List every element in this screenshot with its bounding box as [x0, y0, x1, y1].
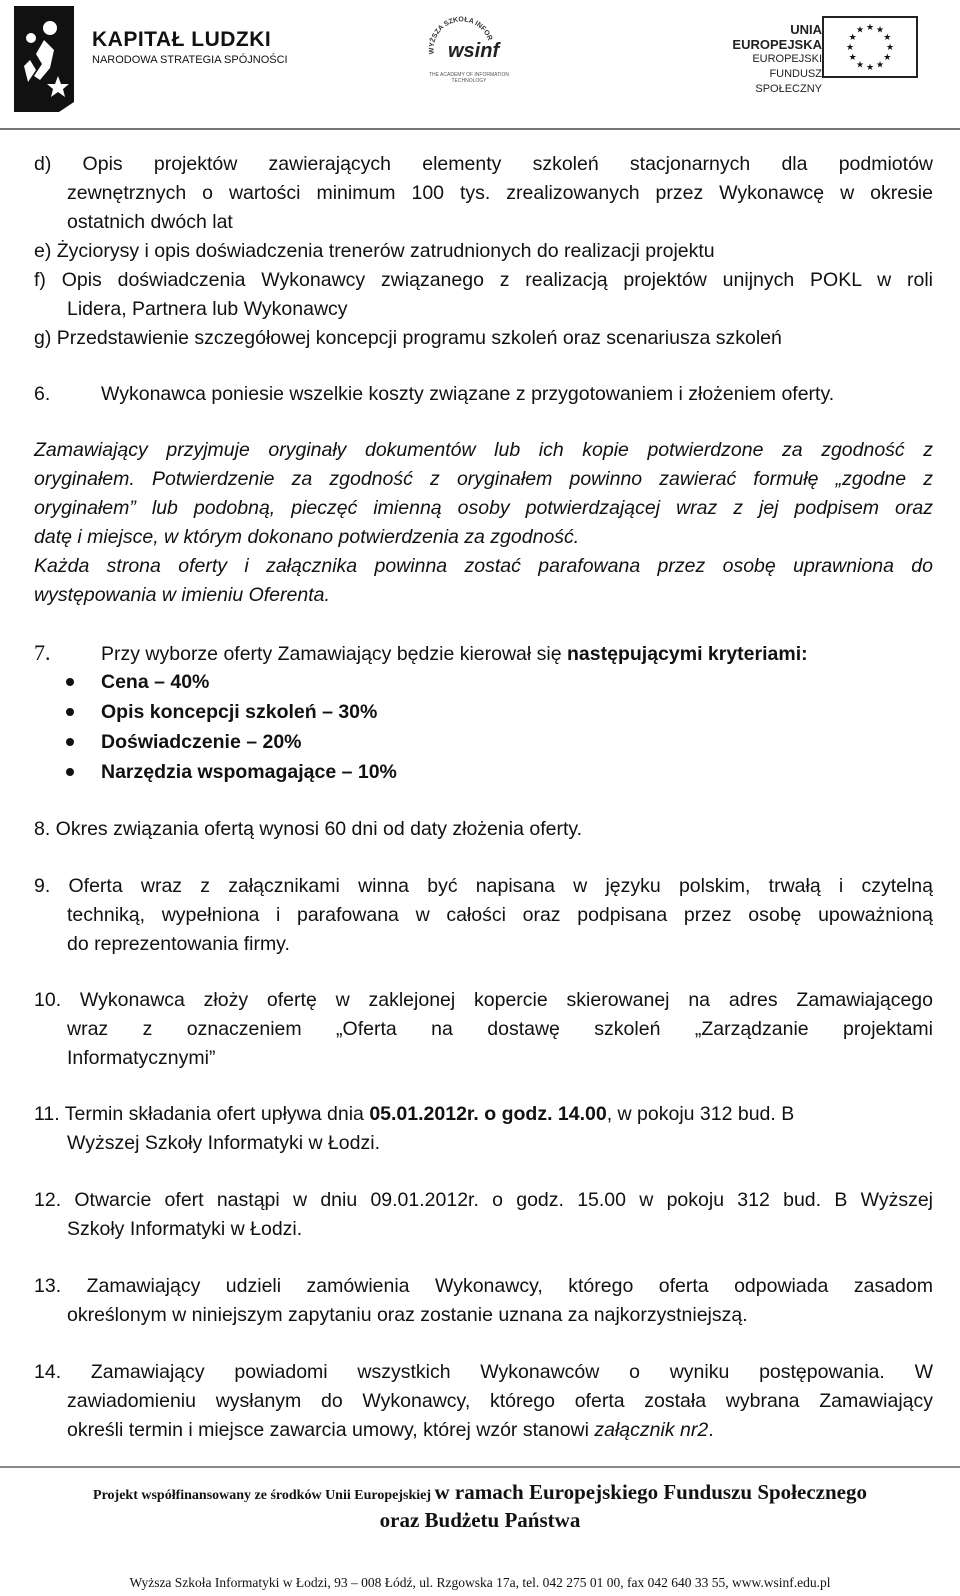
bullet-icon [66, 738, 74, 746]
item-d-line-2: zewnętrznych o wartości minimum 100 tys. zrealizowanych przez Wykonawcę w okresie [67, 182, 933, 204]
item-d-line-1: d) Opis projektów zawierających elementy szkoleń stacjonarnych dla podmiotów [34, 153, 933, 175]
eu-star-icon: ★ [883, 32, 892, 42]
point-13-line-1: 13. Zamawiający udzieli zamówienia Wykonawcy, którego oferta odpowiada zasadom [34, 1275, 933, 1297]
eu-flag-icon [822, 16, 918, 78]
point-11-line-1 [34, 1100, 933, 1129]
bullet-icon [66, 678, 74, 686]
point-12-line-1: 12. Otwarcie ofert nastąpi w dniu 09.01.2012r. o godz. 15.00 w pokoju 312 bud. B Wyższej [34, 1189, 933, 1211]
point-12-line-2: Szkoły Informatyki w Łodzi. [67, 1218, 303, 1240]
footer-divider [0, 1466, 960, 1468]
wsinf-arc-text: WYŻSZA SZKOŁA INFOR [428, 16, 494, 55]
point-14-line-1: 14. Zamawiający powiadomi wszystkich Wykonawców o wyniku postępowania. W [34, 1361, 933, 1383]
point-10-line-1: 10. Wykonawca złoży ofertę w zaklejonej kopercie skierowanej na adres Zamawiającego [34, 989, 933, 1011]
note-line-4: datę i miejsce, w którym dokonano potwierdzenia za zgodność. [34, 526, 580, 548]
eu-star-icon: ★ [883, 52, 892, 62]
point-7-text [101, 640, 808, 669]
attachment-ref: załącznik nr2 [594, 1419, 709, 1441]
eu-star-icon: ★ [848, 32, 857, 42]
point-8: 8. Okres związania ofertą wynosi 60 dni od daty złożenia oferty. [34, 818, 583, 840]
point-11-deadline: 05.01.2012r. o godz. 14.00 [369, 1103, 607, 1125]
point-7-number: 7. [34, 640, 51, 665]
point-11-text-a: 11. Termin składania ofert upływa dnia 05.01.2012r. o godz. 14.00, w pokoju 312 bud. B [34, 1103, 795, 1125]
eu-star-icon: ★ [855, 59, 865, 70]
point-14-line-3: określi termin i miejsce zawarcia umowy, której wzór stanowi załącznik nr2. [67, 1419, 714, 1441]
point-10-line-2: wraz z oznaczeniem „Oferta na dostawę szkoleń „Zarządzanie projektami [67, 1018, 933, 1040]
ue-line-3: FUNDUSZ SPOŁECZNY [755, 68, 822, 95]
item-f-line-2: Lidera, Partnera lub Wykonawcy [67, 298, 348, 320]
eu-star-icon: ★ [848, 52, 857, 62]
kapital-ludzki-subtitle: NARODOWA STRATEGIA SPÓJNOŚCI [92, 54, 288, 66]
footer-cofinance: Projekt współfinansowany ze środków Unii Europejskiej w ramach Europejskiego Funduszu Społecznego [93, 1480, 867, 1504]
eu-star-icon: ★ [865, 62, 875, 72]
eu-star-icon: ★ [875, 24, 885, 35]
point-11-line-2: Wyższej Szkoły Informatyki w Łodzi. [67, 1132, 380, 1154]
ue-text [700, 22, 822, 97]
eu-star-icon: ★ [875, 59, 885, 70]
kapital-ludzki-logo [14, 6, 74, 112]
point-6-number: 6. [34, 383, 51, 405]
bullet-icon [66, 768, 74, 776]
item-d-line-3: ostatnich dwóch lat [67, 211, 233, 233]
point-9-line-3: do reprezentowania firmy. [67, 933, 290, 955]
wsinf-name: wsinf [448, 40, 500, 62]
note-line-2: oryginałem. Potwierdzenie za zgodność z oryginałem powinno zawierać formułę „zgodne z [34, 468, 933, 490]
note-line-1: Zamawiający przyjmuje oryginały dokumentów lub ich kopie potwierdzone za zgodność z [34, 439, 933, 461]
eu-star-icon: ★ [855, 24, 865, 35]
point-6-text: Wykonawca poniesie wszelkie koszty związane z przygotowaniem i złożeniem oferty. [101, 383, 835, 405]
criterion-3: Doświadczenie – 20% [101, 731, 302, 753]
bullet-icon [66, 708, 74, 716]
kapital-ludzki-title: KAPITAŁ LUDZKI [92, 28, 272, 51]
criterion-2: Opis koncepcji szkoleń – 30% [101, 701, 378, 723]
criterion-1: Cena – 40% [101, 671, 210, 693]
point-14-line-2: zawiadomieniu wysłanym do Wykonawcy, którego oferta została wybrana Zamawiający [67, 1390, 933, 1412]
point-10-line-3: Informatycznymi” [67, 1047, 216, 1069]
eu-star-icon: ★ [885, 42, 895, 52]
point-7-bold: następującymi kryteriami: [567, 643, 808, 665]
item-g: g) Przedstawienie szczegółowej koncepcji programu szkoleń oraz scenariusza szkoleń [34, 327, 782, 349]
header-divider [0, 128, 960, 130]
criterion-4: Narzędzia wspomagające – 10% [101, 761, 397, 783]
eu-star-icon: ★ [845, 42, 855, 52]
note-line-5: Każda strona oferty i załącznika powinna zostać parafowana przez osobę uprawniona do [34, 555, 933, 577]
note-line-6: występowania w imieniu Oferenta. [34, 584, 330, 606]
footer-budget: oraz Budżetu Państwa [379, 1508, 581, 1532]
point-7-intro: Przy wyborze oferty Zamawiający będzie kierował się [101, 643, 568, 665]
note-line-3: oryginałem” lub podobną, pieczęć imienną osoby potwierdzającej wraz z jej podpisem oraz [34, 497, 933, 519]
footer-address: Wyższa Szkoła Informatyki w Łodzi, 93 – 008 Łódź, ul. Rzgowska 17a, tel. 042 275 01 00, fax 042 640 33 55, www.wsinf.edu.pl [129, 1575, 831, 1590]
point-9-line-1: 9. Oferta wraz z załącznikami winna być napisana w języku polskim, trwałą i czytelną [34, 875, 933, 897]
item-f-line-1: f) Opis doświadczenia Wykonawcy związanego z realizacją projektów unijnych POKL w roli [34, 269, 933, 291]
item-e: e) Życiorysy i opis doświadczenia trenerów zatrudnionych do realizacji projektu [34, 240, 715, 262]
wsinf-subtitle: THE ACADEMY OF INFORMATION TECHNOLOGY [428, 72, 510, 84]
point-9-line-2: techniką, wypełniona i parafowana w całości oraz podpisana przez osobę upoważnioną [67, 904, 933, 926]
eu-star-icon: ★ [865, 22, 875, 32]
ue-line-2: EUROPEJSKI [752, 53, 822, 65]
ue-line-1: UNIA EUROPEJSKA [732, 22, 822, 52]
point-13-line-2: określonym w niniejszym zapytaniu oraz zostanie uznana za najkorzystniejszą. [67, 1304, 748, 1326]
